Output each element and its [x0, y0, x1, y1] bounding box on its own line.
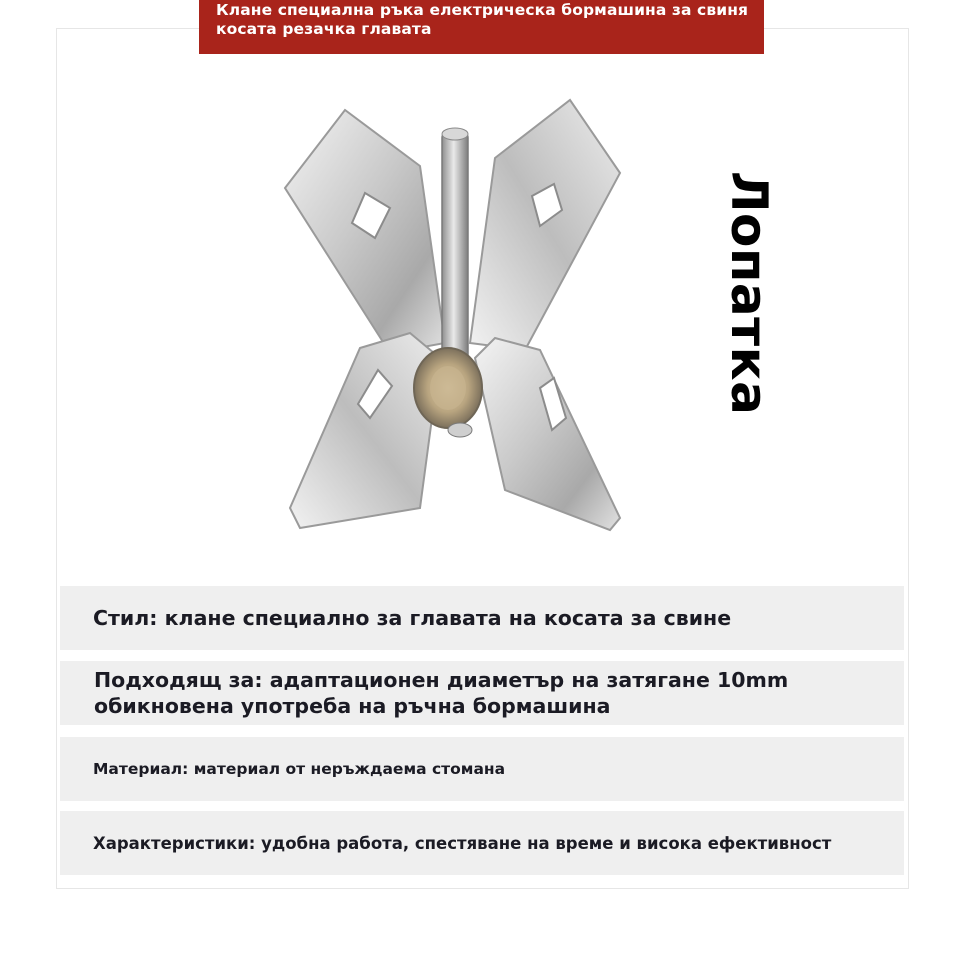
spec-features-text: Характеристики: удобна работа, спестяване на време и висока ефективност: [93, 833, 832, 853]
spec-material-text: Материал: материал от неръждаема стомана: [93, 760, 506, 778]
side-label-text: Лопатка: [720, 170, 778, 416]
title-banner: Клане специална ръка електрическа бормашина за свиня косата резачка главата: [199, 0, 764, 54]
spec-suitable-text: Подходящ за: адаптационен диаметър на затягане 10mm обикновена употреба на ръчна бормашина: [94, 668, 789, 718]
spec-suitable-row: [60, 661, 904, 725]
spec-style-row: [60, 586, 904, 650]
product-image: [270, 88, 640, 548]
spec-style-text: Стил: клане специално за главата на косата за свине: [93, 606, 732, 630]
side-label: [718, 168, 780, 418]
spec-material-row: [60, 737, 904, 801]
spec-features-row: [60, 811, 904, 875]
